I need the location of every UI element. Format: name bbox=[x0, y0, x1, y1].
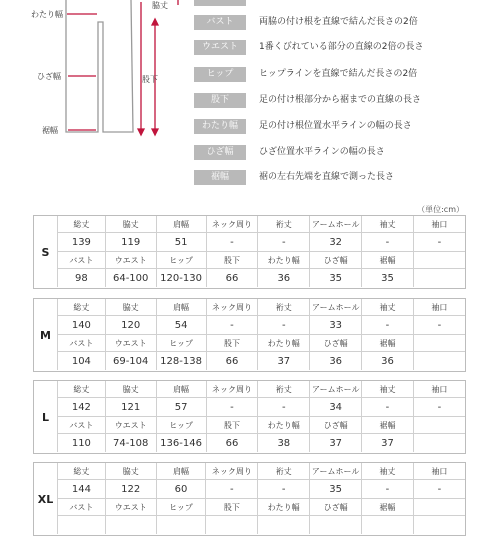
value-row bbox=[58, 398, 466, 417]
term-label: ひざ幅 bbox=[194, 145, 246, 160]
term-label: 股下 bbox=[194, 93, 246, 108]
value-cell: 140 bbox=[58, 316, 106, 335]
header-row bbox=[58, 381, 466, 398]
term-desc: ヒップラインを直線で結んだ長さの2倍 bbox=[259, 69, 418, 79]
value-cell bbox=[105, 516, 156, 535]
header-cell: わたり幅 bbox=[258, 499, 310, 516]
value-cell: 120 bbox=[105, 316, 156, 335]
size-name: L bbox=[41, 410, 49, 424]
value-cell: 51 bbox=[156, 233, 206, 252]
value-cell bbox=[413, 352, 465, 371]
term-desc: 足の付け根位置水平ラインの幅の長さ bbox=[259, 121, 412, 131]
value-cell: - bbox=[258, 233, 310, 252]
value-cell: 119 bbox=[105, 233, 156, 252]
value-cell: 60 bbox=[156, 480, 206, 499]
term-desc: 裾の左右先端を直線で測った長さ bbox=[259, 172, 395, 182]
header-cell bbox=[413, 499, 465, 516]
header-cell: バスト bbox=[58, 417, 106, 434]
header-row bbox=[58, 417, 466, 434]
size-name: M bbox=[40, 328, 51, 342]
term-desc: 足の付け根部分から裾までの直線の長さ bbox=[259, 95, 422, 105]
value-cell bbox=[413, 269, 465, 288]
value-cell: 35 bbox=[310, 480, 362, 499]
pants-diagram bbox=[0, 0, 190, 195]
term-label: ウエスト bbox=[194, 40, 246, 55]
value-row bbox=[58, 434, 466, 453]
value-cell: 142 bbox=[58, 398, 106, 417]
header-cell: 肩幅 bbox=[156, 299, 206, 316]
header-cell: バスト bbox=[58, 499, 106, 516]
header-cell: 裄丈 bbox=[258, 216, 310, 233]
value-cell bbox=[206, 516, 258, 535]
header-cell: ひざ幅 bbox=[310, 499, 362, 516]
header-cell: ヒップ bbox=[156, 499, 206, 516]
header-row bbox=[58, 335, 466, 352]
value-cell bbox=[58, 516, 106, 535]
value-cell: 36 bbox=[310, 352, 362, 371]
value-cell: 37 bbox=[258, 352, 310, 371]
value-cell: - bbox=[258, 480, 310, 499]
value-row bbox=[58, 316, 466, 335]
term-label: 裾幅 bbox=[194, 170, 246, 185]
value-cell: - bbox=[206, 233, 258, 252]
value-row bbox=[58, 233, 466, 252]
header-cell: 肩幅 bbox=[156, 381, 206, 398]
value-cell: 57 bbox=[156, 398, 206, 417]
value-row bbox=[58, 480, 466, 499]
value-cell: 32 bbox=[310, 233, 362, 252]
value-cell: 74-108 bbox=[105, 434, 156, 453]
header-cell: 脇丈 bbox=[105, 216, 156, 233]
value-cell: 35 bbox=[362, 269, 414, 288]
header-cell: わたり幅 bbox=[258, 335, 310, 352]
value-cell: 110 bbox=[58, 434, 106, 453]
term-label: わたり幅 bbox=[194, 119, 246, 134]
header-cell: 裾幅 bbox=[362, 335, 414, 352]
term-label bbox=[194, 0, 246, 6]
value-cell: 34 bbox=[310, 398, 362, 417]
header-cell: 裄丈 bbox=[258, 299, 310, 316]
header-cell: 肩幅 bbox=[156, 216, 206, 233]
hiza-label: ひざ幅 bbox=[37, 72, 61, 81]
value-cell: - bbox=[413, 398, 465, 417]
value-cell: - bbox=[362, 316, 414, 335]
value-cell bbox=[258, 516, 310, 535]
header-cell: 袖口 bbox=[413, 216, 465, 233]
size-grid bbox=[57, 216, 465, 287]
suso-label: 裾幅 bbox=[42, 126, 58, 135]
value-cell: - bbox=[206, 398, 258, 417]
header-cell: 脇丈 bbox=[105, 299, 156, 316]
header-cell: ヒップ bbox=[156, 252, 206, 269]
header-cell: ネック周り bbox=[206, 216, 258, 233]
header-cell: 裄丈 bbox=[258, 381, 310, 398]
header-cell: 袖口 bbox=[413, 299, 465, 316]
measurement-guide bbox=[0, 0, 498, 195]
value-cell: 64-100 bbox=[105, 269, 156, 288]
value-cell: - bbox=[362, 233, 414, 252]
value-cell bbox=[156, 516, 206, 535]
value-cell: 144 bbox=[58, 480, 106, 499]
header-cell bbox=[413, 252, 465, 269]
value-cell: 36 bbox=[258, 269, 310, 288]
value-cell: - bbox=[258, 316, 310, 335]
value-cell: - bbox=[413, 233, 465, 252]
term-desc: 1番くびれている部分の直線の2倍の長さ bbox=[259, 42, 424, 52]
value-row bbox=[58, 269, 466, 288]
header-cell: ウエスト bbox=[105, 252, 156, 269]
header-cell: 肩幅 bbox=[156, 463, 206, 480]
header-cell: 総丈 bbox=[58, 381, 106, 398]
value-cell: 35 bbox=[310, 269, 362, 288]
header-cell: 袖丈 bbox=[362, 216, 414, 233]
value-cell: - bbox=[362, 480, 414, 499]
term-desc: ひざ位置水平ラインの幅の長さ bbox=[259, 147, 385, 157]
header-cell: わたり幅 bbox=[258, 417, 310, 434]
header-cell: 股下 bbox=[206, 417, 258, 434]
value-cell: - bbox=[413, 316, 465, 335]
header-cell: 裾幅 bbox=[362, 417, 414, 434]
value-cell: 122 bbox=[105, 480, 156, 499]
header-cell: アームホール bbox=[310, 381, 362, 398]
header-cell: ひざ幅 bbox=[310, 335, 362, 352]
watari-label: わたり幅 bbox=[31, 10, 63, 19]
header-cell: バスト bbox=[58, 252, 106, 269]
header-cell: アームホール bbox=[310, 299, 362, 316]
value-cell: - bbox=[258, 398, 310, 417]
value-cell bbox=[413, 434, 465, 453]
term-desc: 両脇の付け根を直線で結んだ長さの2倍 bbox=[259, 17, 418, 27]
header-cell: 袖丈 bbox=[362, 299, 414, 316]
value-cell: 139 bbox=[58, 233, 106, 252]
header-cell: 袖丈 bbox=[362, 463, 414, 480]
header-cell: アームホール bbox=[310, 463, 362, 480]
header-cell: 袖口 bbox=[413, 463, 465, 480]
header-cell bbox=[413, 335, 465, 352]
value-row bbox=[58, 516, 466, 535]
header-cell: ネック周り bbox=[206, 381, 258, 398]
size-block bbox=[33, 298, 466, 372]
value-cell: 98 bbox=[58, 269, 106, 288]
wakitake-label: 脇丈 bbox=[152, 1, 168, 10]
value-cell: 104 bbox=[58, 352, 106, 371]
header-cell: わたり幅 bbox=[258, 252, 310, 269]
header-cell: ヒップ bbox=[156, 417, 206, 434]
value-cell: 120-130 bbox=[156, 269, 206, 288]
value-row bbox=[58, 352, 466, 371]
value-cell: 54 bbox=[156, 316, 206, 335]
value-cell: - bbox=[362, 398, 414, 417]
value-cell: 38 bbox=[258, 434, 310, 453]
header-row bbox=[58, 499, 466, 516]
header-cell: 裄丈 bbox=[258, 463, 310, 480]
value-cell: 36 bbox=[362, 352, 414, 371]
value-cell: 136-146 bbox=[156, 434, 206, 453]
header-cell: 総丈 bbox=[58, 463, 106, 480]
header-cell: ひざ幅 bbox=[310, 417, 362, 434]
header-row bbox=[58, 252, 466, 269]
header-cell: 裾幅 bbox=[362, 499, 414, 516]
matashita-label: 股下 bbox=[142, 75, 158, 84]
size-block bbox=[33, 215, 466, 289]
value-cell: 37 bbox=[310, 434, 362, 453]
header-cell: 股下 bbox=[206, 499, 258, 516]
value-cell bbox=[310, 516, 362, 535]
header-cell: 袖丈 bbox=[362, 381, 414, 398]
header-cell: ひざ幅 bbox=[310, 252, 362, 269]
header-cell: ウエスト bbox=[105, 417, 156, 434]
header-cell: 股下 bbox=[206, 335, 258, 352]
header-cell: 股下 bbox=[206, 252, 258, 269]
size-block bbox=[33, 380, 466, 454]
value-cell: 66 bbox=[206, 352, 258, 371]
header-cell: アームホール bbox=[310, 216, 362, 233]
unit-note: （単位:cm） bbox=[417, 205, 464, 214]
header-cell: 裾幅 bbox=[362, 252, 414, 269]
header-cell: バスト bbox=[58, 335, 106, 352]
term-label: バスト bbox=[194, 15, 246, 30]
value-cell bbox=[362, 516, 414, 535]
value-cell bbox=[413, 516, 465, 535]
value-cell: - bbox=[413, 480, 465, 499]
value-cell: - bbox=[206, 480, 258, 499]
value-cell: 121 bbox=[105, 398, 156, 417]
header-cell: ネック周り bbox=[206, 463, 258, 480]
term-label: ヒップ bbox=[194, 67, 246, 82]
header-cell: 総丈 bbox=[58, 299, 106, 316]
size-name: S bbox=[41, 245, 50, 259]
header-row bbox=[58, 463, 466, 480]
value-cell: 37 bbox=[362, 434, 414, 453]
header-cell bbox=[413, 417, 465, 434]
value-cell: - bbox=[206, 316, 258, 335]
size-grid bbox=[57, 299, 465, 370]
value-cell: 66 bbox=[206, 434, 258, 453]
size-block bbox=[33, 462, 466, 536]
value-cell: 66 bbox=[206, 269, 258, 288]
size-grid bbox=[57, 381, 465, 452]
size-name: XL bbox=[37, 492, 54, 506]
value-cell: 128-138 bbox=[156, 352, 206, 371]
size-grid bbox=[57, 463, 465, 534]
header-cell: 脇丈 bbox=[105, 381, 156, 398]
header-row bbox=[58, 299, 466, 316]
header-cell: ウエスト bbox=[105, 335, 156, 352]
header-cell: 脇丈 bbox=[105, 463, 156, 480]
value-cell: 33 bbox=[310, 316, 362, 335]
header-cell: ウエスト bbox=[105, 499, 156, 516]
header-cell: ネック周り bbox=[206, 299, 258, 316]
header-cell: ヒップ bbox=[156, 335, 206, 352]
header-cell: 総丈 bbox=[58, 216, 106, 233]
value-cell: 69-104 bbox=[105, 352, 156, 371]
header-cell: 袖口 bbox=[413, 381, 465, 398]
header-row bbox=[58, 216, 466, 233]
